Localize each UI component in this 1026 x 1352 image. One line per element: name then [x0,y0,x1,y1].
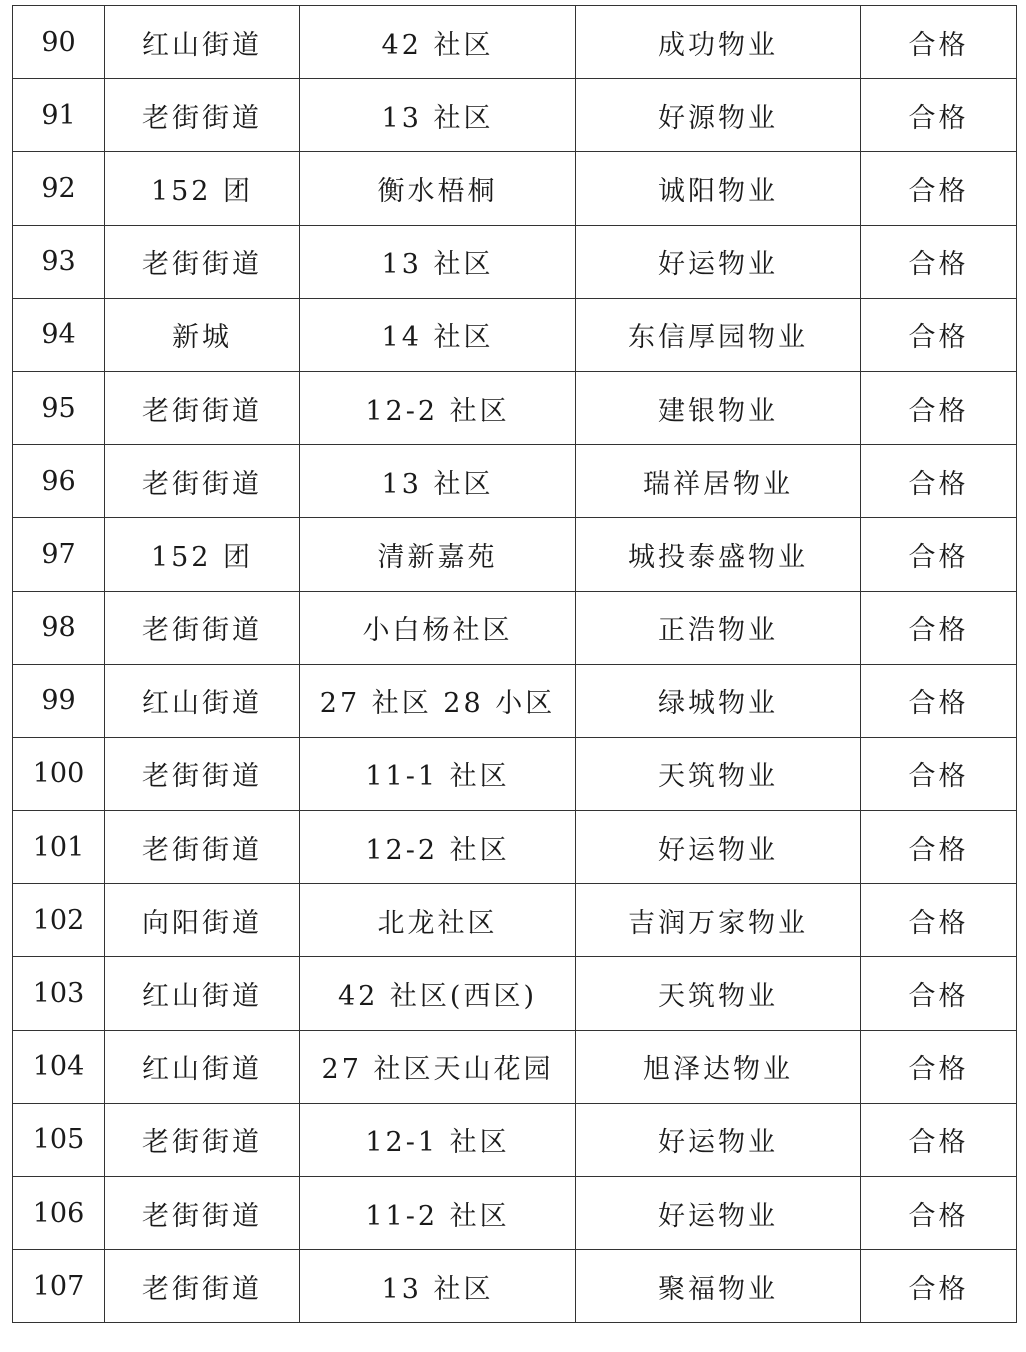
property-company-cell: 成功物业 [576,6,861,79]
result-cell: 合格 [861,1103,1017,1176]
property-company-cell: 诚阳物业 [576,152,861,225]
table-row [13,591,1017,664]
result-cell: 合格 [861,445,1017,518]
street-cell: 老街街道 [105,225,300,298]
property-company-cell: 城投泰盛物业 [576,518,861,591]
street-cell: 新城 [105,298,300,371]
street-cell: 152 团 [105,518,300,591]
row-number-cell: 96 [13,445,105,518]
table-body [13,6,1017,1323]
result-cell: 合格 [861,1250,1017,1323]
row-number-cell: 91 [13,79,105,152]
property-company-cell: 好运物业 [576,1103,861,1176]
table-row [13,225,1017,298]
row-number-cell: 101 [13,811,105,884]
street-cell: 老街街道 [105,1103,300,1176]
community-cell: 13 社区 [300,1250,576,1323]
community-cell: 12-2 社区 [300,371,576,444]
property-company-cell: 吉润万家物业 [576,884,861,957]
row-number-cell: 105 [13,1103,105,1176]
street-cell: 向阳街道 [105,884,300,957]
property-company-cell: 建银物业 [576,371,861,444]
street-cell: 红山街道 [105,664,300,737]
row-number-cell: 93 [13,225,105,298]
result-cell: 合格 [861,6,1017,79]
street-cell: 红山街道 [105,6,300,79]
street-cell: 老街街道 [105,371,300,444]
street-cell: 老街街道 [105,1250,300,1323]
result-cell: 合格 [861,225,1017,298]
community-cell: 14 社区 [300,298,576,371]
result-cell: 合格 [861,79,1017,152]
result-cell: 合格 [861,152,1017,225]
result-cell: 合格 [861,518,1017,591]
row-number-cell: 95 [13,371,105,444]
row-number-cell: 106 [13,1177,105,1250]
property-company-cell: 正浩物业 [576,591,861,664]
row-number-cell: 92 [13,152,105,225]
property-company-cell: 旭泽达物业 [576,1030,861,1103]
property-company-cell: 聚福物业 [576,1250,861,1323]
street-cell: 老街街道 [105,591,300,664]
table-row [13,1030,1017,1103]
property-company-cell: 好运物业 [576,225,861,298]
community-cell: 小白杨社区 [300,591,576,664]
result-cell: 合格 [861,1030,1017,1103]
row-number-cell: 94 [13,298,105,371]
table-row [13,518,1017,591]
street-cell: 老街街道 [105,79,300,152]
street-cell: 老街街道 [105,737,300,810]
property-company-cell: 好运物业 [576,1177,861,1250]
street-cell: 老街街道 [105,445,300,518]
row-number-cell: 99 [13,664,105,737]
property-company-cell: 天筑物业 [576,737,861,810]
row-number-cell: 90 [13,6,105,79]
community-cell: 11-1 社区 [300,737,576,810]
result-cell: 合格 [861,591,1017,664]
community-cell: 27 社区天山花园 [300,1030,576,1103]
property-company-cell: 绿城物业 [576,664,861,737]
street-cell: 152 团 [105,152,300,225]
table-row [13,957,1017,1030]
row-number-cell: 98 [13,591,105,664]
street-cell: 红山街道 [105,957,300,1030]
table-row [13,811,1017,884]
community-cell: 42 社区 [300,6,576,79]
row-number-cell: 102 [13,884,105,957]
street-cell: 红山街道 [105,1030,300,1103]
community-cell: 12-2 社区 [300,811,576,884]
table-row [13,884,1017,957]
result-cell: 合格 [861,1177,1017,1250]
row-number-cell: 100 [13,737,105,810]
result-cell: 合格 [861,664,1017,737]
street-cell: 老街街道 [105,811,300,884]
street-cell: 老街街道 [105,1177,300,1250]
result-cell: 合格 [861,884,1017,957]
table-row [13,1103,1017,1176]
result-cell: 合格 [861,737,1017,810]
inspection-results-table [12,5,1017,1323]
table-row [13,1250,1017,1323]
property-company-cell: 瑞祥居物业 [576,445,861,518]
community-cell: 27 社区 28 小区 [300,664,576,737]
result-cell: 合格 [861,371,1017,444]
property-company-cell: 好源物业 [576,79,861,152]
row-number-cell: 103 [13,957,105,1030]
row-number-cell: 107 [13,1250,105,1323]
community-cell: 清新嘉苑 [300,518,576,591]
table-row [13,298,1017,371]
table-row [13,152,1017,225]
result-cell: 合格 [861,298,1017,371]
table-row [13,737,1017,810]
table-row [13,445,1017,518]
table-row [13,371,1017,444]
table-row [13,79,1017,152]
table-row [13,664,1017,737]
row-number-cell: 97 [13,518,105,591]
result-cell: 合格 [861,957,1017,1030]
property-company-cell: 好运物业 [576,811,861,884]
community-cell: 13 社区 [300,225,576,298]
community-cell: 衡水梧桐 [300,152,576,225]
property-company-cell: 天筑物业 [576,957,861,1030]
community-cell: 12-1 社区 [300,1103,576,1176]
row-number-cell: 104 [13,1030,105,1103]
community-cell: 42 社区(西区) [300,957,576,1030]
result-cell: 合格 [861,811,1017,884]
community-cell: 北龙社区 [300,884,576,957]
community-cell: 13 社区 [300,445,576,518]
table-row [13,6,1017,79]
property-company-cell: 东信厚园物业 [576,298,861,371]
table-row [13,1177,1017,1250]
community-cell: 13 社区 [300,79,576,152]
community-cell: 11-2 社区 [300,1177,576,1250]
